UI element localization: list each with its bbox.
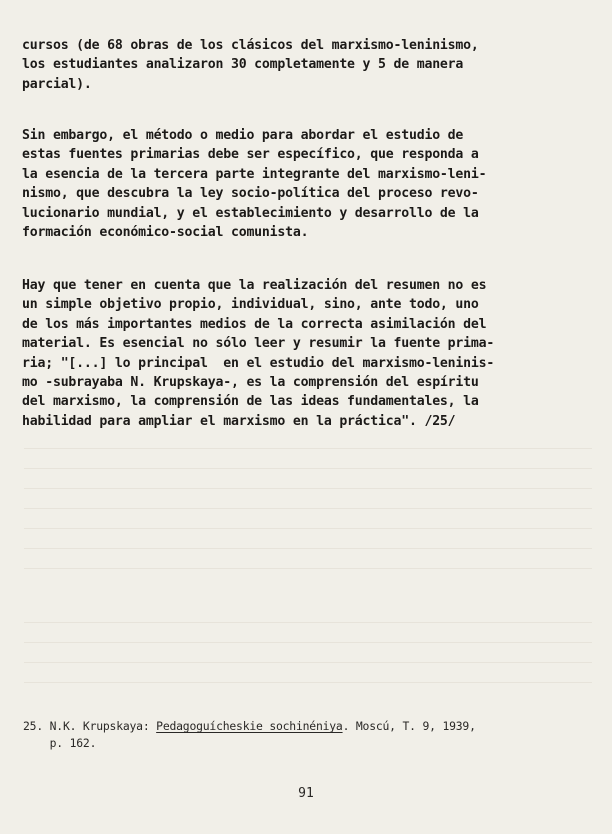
text-line: los estudiantes analizaron 30 completamente y 5 de manera [22, 57, 464, 73]
show-through-line [24, 528, 592, 529]
text-line: habilidad para ampliar el marxismo en la práctica". /25/ [22, 413, 456, 429]
show-through-line [24, 622, 592, 623]
text-line: la esencia de la tercera parte integrante del marxismo-leni- [22, 166, 487, 182]
text-line: estas fuentes primarias debe ser específico, que responda a [22, 147, 479, 163]
show-through-line [24, 488, 592, 489]
show-through-line [24, 548, 592, 549]
footnote [23, 718, 583, 752]
show-through-line [24, 662, 592, 663]
footnote-prefix: 25. N.K. Krupskaya: [23, 719, 157, 733]
footnote-line-2: p. 162. [23, 736, 97, 750]
page-number: 91 [298, 786, 314, 801]
paragraph-3 [22, 276, 592, 431]
show-through-line [24, 468, 592, 469]
paragraph-1 [22, 36, 592, 94]
show-through-line [24, 508, 592, 509]
footnote-suffix: . Moscú, T. 9, 1939, [342, 719, 476, 733]
show-through-line [24, 682, 592, 683]
text-line: nismo, que descubra la ley socio-política del proceso revo- [22, 186, 479, 202]
show-through-line [24, 448, 592, 449]
text-line: del marxismo, la comprensión de las ideas fundamentales, la [22, 394, 479, 410]
text-line: un simple objetivo propio, individual, sino, ante todo, uno [22, 297, 479, 313]
show-through-line [24, 642, 592, 643]
text-line: cursos (de 68 obras de los clásicos del marxismo-leninismo, [22, 38, 479, 53]
text-line: parcial). [22, 76, 92, 92]
text-line: mo -subrayaba N. Krupskaya-, es la comprensión del espíritu [22, 375, 479, 391]
text-line: formación económico-social comunista. [22, 225, 309, 241]
text-line: Sin embargo, el método o medio para abordar el estudio de [22, 128, 464, 143]
text-line: ria; "[...] lo principal en el estudio del marxismo-leninis- [22, 355, 495, 371]
footnote-title: Pedagoguícheskie sochinéniya [156, 719, 343, 733]
paragraph-2 [22, 126, 592, 242]
text-line: material. Es esencial no sólo leer y resumir la fuente prima- [22, 336, 495, 352]
text-line: Hay que tener en cuenta que la realización del resumen no es [22, 278, 487, 293]
text-line: lucionario mundial, y el establecimiento y desarrollo de la [22, 205, 479, 221]
text-line: de los más importantes medios de la correcta asimilación del [22, 316, 487, 332]
show-through-line [24, 568, 592, 569]
